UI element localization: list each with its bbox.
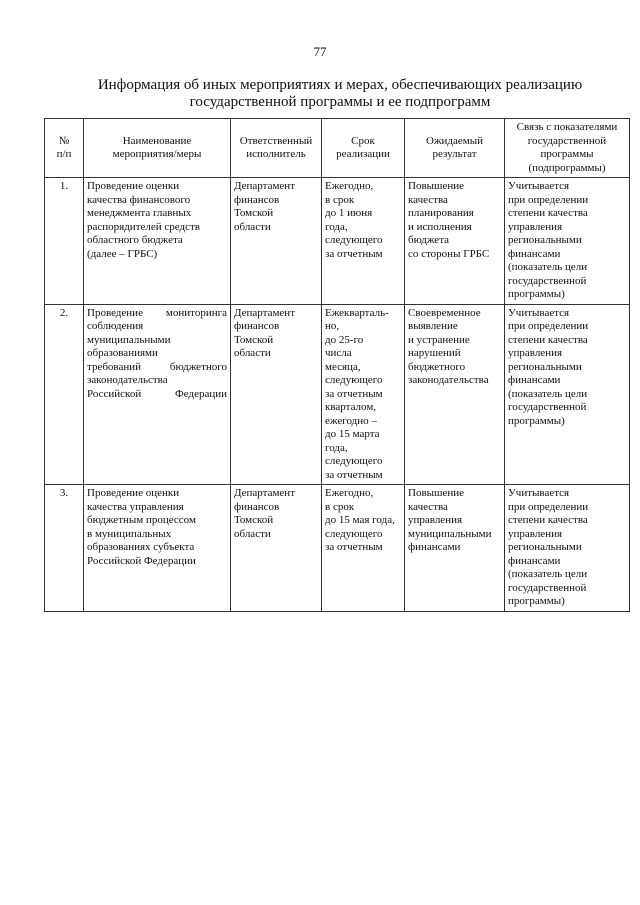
cell-line: (показатель цели <box>508 568 588 580</box>
cell-line: программы) <box>508 595 565 607</box>
cell-line: Ежекварталь- <box>325 306 389 319</box>
cell-line: месяца, <box>325 360 361 373</box>
cell-line: исполнитель <box>246 148 306 160</box>
cell-line: Томской <box>234 514 274 526</box>
cell-line: соблюдения <box>87 320 144 332</box>
cell-executor <box>231 178 322 305</box>
cell-line: числа <box>325 347 352 359</box>
cell-line: выявление <box>408 320 458 332</box>
cell-line: реализации <box>336 148 390 160</box>
cell-line: менеджмента главных <box>87 207 192 219</box>
cell-line: года, <box>325 220 348 233</box>
cell-line: финансами <box>508 374 561 386</box>
cell-link <box>505 304 630 485</box>
cell-line: степени качества <box>508 333 588 346</box>
cell-line: региональными <box>508 541 582 553</box>
cell-term <box>322 485 405 612</box>
cell-line: Проведение мониторинга <box>87 306 227 319</box>
cell-line: финансами <box>508 554 561 567</box>
cell-line: Ожидаемый <box>425 134 484 147</box>
cell-line: Ответственный <box>239 134 313 147</box>
cell-line: (показатель цели <box>508 387 588 400</box>
cell-line: законодательства <box>408 374 489 386</box>
cell-line: требований бюджетного <box>87 360 227 373</box>
cell-line: следующего <box>325 455 383 467</box>
cell-line: Томской <box>234 207 274 219</box>
cell-line: степени качества <box>508 514 588 526</box>
cell-line: результат <box>432 148 477 160</box>
cell-name <box>84 304 231 485</box>
cell-line: кварталом, <box>325 401 377 413</box>
cell-line: в муниципальных <box>87 527 172 540</box>
cell-line: государственной <box>508 401 587 413</box>
cell-line: законодательства <box>87 374 168 386</box>
cell-line: в срок <box>325 500 355 513</box>
cell-line: № <box>58 134 70 147</box>
page-number: 77 <box>313 44 327 59</box>
cell-line: Департамент <box>234 487 296 499</box>
header-name <box>84 119 231 178</box>
cell-line: государственной <box>508 274 587 287</box>
cell-line: и устранение <box>408 333 470 346</box>
cell-line: Российской Федерации <box>87 387 227 400</box>
cell-line: (подпрограммы) <box>528 161 606 174</box>
cell-line: региональными <box>508 360 582 373</box>
cell-line: до 15 мая года, <box>325 514 395 526</box>
cell-line: при определении <box>508 320 589 332</box>
cell-line: муниципальными <box>408 527 492 540</box>
cell-line: следующего <box>325 234 383 246</box>
cell-line: степени качества <box>508 207 588 219</box>
cell-line: Учитывается <box>508 306 570 319</box>
cell-line: региональными <box>508 234 582 246</box>
cell-line: со стороны ГРБС <box>408 247 490 260</box>
cell-line: ежегодно – <box>325 414 377 427</box>
cell-line: (далее – ГРБС) <box>87 247 158 260</box>
cell-line: и исполнения <box>408 220 472 233</box>
cell-line: нарушений <box>408 347 461 359</box>
cell-line: финансов <box>234 193 280 206</box>
cell-link <box>505 485 630 612</box>
cell-line: финансами <box>408 541 461 553</box>
cell-term <box>322 178 405 305</box>
cell-line: управления <box>508 347 563 359</box>
cell-line: следующего <box>325 374 383 386</box>
cell-line: области <box>234 220 271 233</box>
cell-line: Томской <box>234 333 274 346</box>
cell-line: за отчетным <box>325 247 383 260</box>
cell-result <box>405 178 505 305</box>
cell-line: качества <box>408 193 448 206</box>
cell-line: Российской Федерации <box>87 554 196 567</box>
cell-line: областного бюджета <box>87 234 183 246</box>
cell-line: бюджетного <box>408 360 466 373</box>
cell-line: до 1 июня <box>325 207 373 219</box>
cell-line: управления <box>408 514 463 526</box>
cell-line: (показатель цели <box>508 261 588 273</box>
cell-line: Своевременное <box>408 306 481 319</box>
cell-line: планирования <box>408 207 474 219</box>
cell-line: Связь с показателями <box>516 121 618 133</box>
cell-line: за отчетным <box>325 468 383 481</box>
cell-line: за отчетным <box>325 387 383 400</box>
cell-result <box>405 485 505 612</box>
cell-line: при определении <box>508 500 589 513</box>
cell-line: программы) <box>508 288 565 300</box>
cell-line: за отчетным <box>325 541 383 553</box>
cell-name <box>84 485 231 612</box>
cell-line: распорядителей средств <box>87 220 200 233</box>
header-result <box>405 119 505 178</box>
cell-line: управления <box>508 220 563 233</box>
cell-line: но, <box>325 320 340 332</box>
cell-line: п/п <box>56 148 72 160</box>
cell-line: финансов <box>234 500 280 513</box>
cell-line: Департамент <box>234 180 296 192</box>
cell-line: в срок <box>325 193 355 206</box>
cell-line: до 15 марта <box>325 428 380 440</box>
header-executor <box>231 119 322 178</box>
cell-name <box>84 178 231 305</box>
cell-line: финансами <box>508 247 561 260</box>
cell-executor <box>231 304 322 485</box>
cell-line: образованиях субъекта <box>87 541 195 553</box>
cell-line: финансов <box>234 320 280 332</box>
document-title <box>80 77 600 111</box>
cell-line: Департамент <box>234 306 296 319</box>
table-row <box>45 304 630 485</box>
cell-line: государственной <box>527 134 607 147</box>
cell-line: области <box>234 527 271 540</box>
cell-line: Проведение оценки <box>87 487 180 499</box>
document-title-line: государственной программы и ее подпрограмм <box>189 94 491 110</box>
cell-line: Ежегодно, <box>325 487 374 499</box>
cell-line: государственной <box>508 581 587 594</box>
cell-line: образованиями <box>87 347 158 359</box>
cell-term <box>322 304 405 485</box>
cell-line: бюджетным процессом <box>87 514 196 526</box>
cell-line: качества <box>408 500 448 513</box>
cell-line: качества управления <box>87 500 184 513</box>
cell-executor <box>231 485 322 612</box>
cell-line: программы) <box>508 414 565 427</box>
header-link <box>505 119 630 178</box>
cell-number: 2. <box>45 304 84 485</box>
cell-result <box>405 304 505 485</box>
cell-line: бюджета <box>408 234 450 246</box>
header-number <box>45 119 84 178</box>
cell-line: года, <box>325 441 348 454</box>
cell-line: Ежегодно, <box>325 180 374 192</box>
cell-line: при определении <box>508 193 589 206</box>
table-row <box>45 485 630 612</box>
cell-line: Повышение <box>408 487 465 499</box>
cell-line: качества финансового <box>87 193 191 206</box>
cell-link <box>505 178 630 305</box>
cell-line: Проведение оценки <box>87 180 180 192</box>
cell-number: 3. <box>45 485 84 612</box>
header-term <box>322 119 405 178</box>
cell-line: Наименование <box>122 134 192 147</box>
cell-line: Повышение <box>408 180 465 192</box>
cell-line: до 25-го <box>325 333 364 346</box>
document-title-line: Информация об иных мероприятиях и мерах, обеспечивающих реализацию <box>97 77 583 93</box>
cell-line: области <box>234 347 271 359</box>
cell-line: мероприятия/меры <box>112 148 202 160</box>
cell-line: Срок <box>351 134 375 147</box>
cell-line: Учитывается <box>508 487 570 499</box>
cell-line: следующего <box>325 527 383 540</box>
cell-line: Учитывается <box>508 180 570 192</box>
measures-table <box>44 118 630 612</box>
cell-line: муниципальными <box>87 333 171 346</box>
cell-number: 1. <box>45 178 84 305</box>
table-row <box>45 178 630 305</box>
cell-line: программы <box>540 148 594 160</box>
table-header-row <box>45 119 630 178</box>
cell-line: управления <box>508 527 563 540</box>
